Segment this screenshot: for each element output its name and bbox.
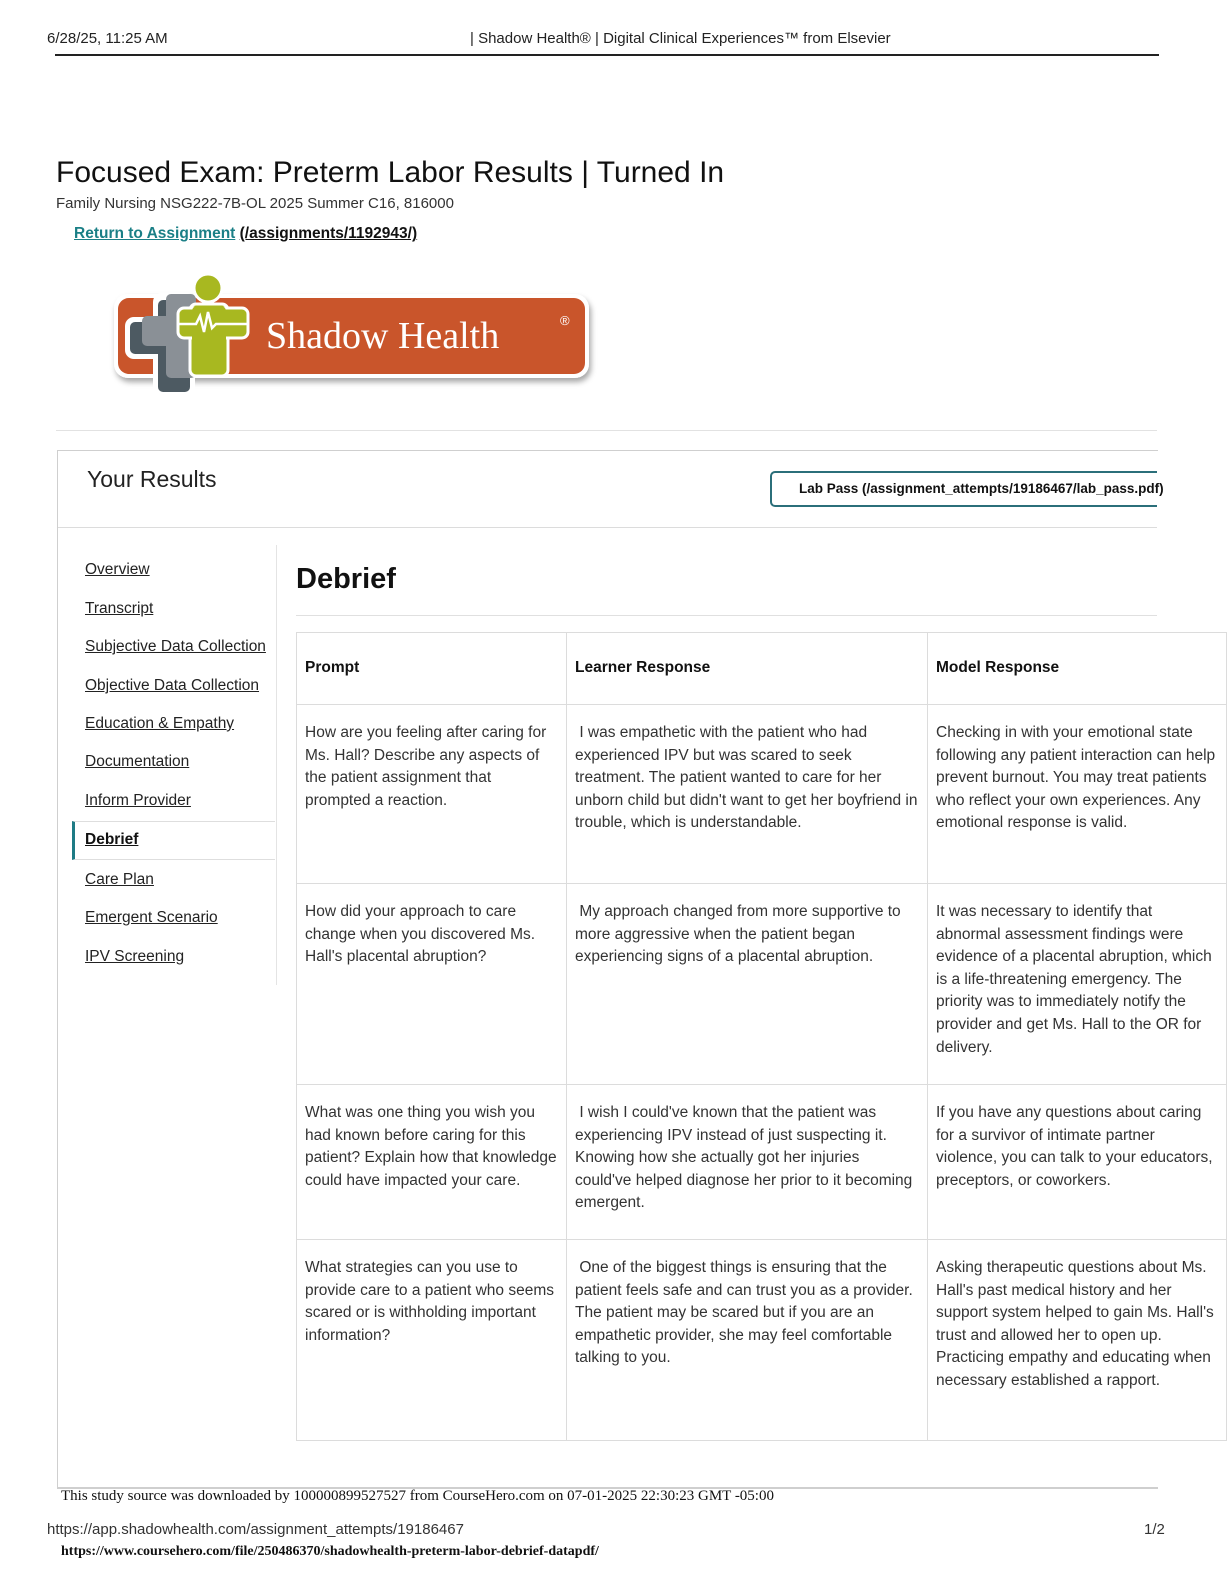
learner-response-cell: I wish I could've known that the patient was experiencing IPV instead of just suspecting it. Knowing how she actually got her injuries could've helped diagnose her prior to it becoming emergent. [567, 1085, 928, 1240]
shadow-health-logo-graphic [108, 270, 593, 400]
sidebar-item-documentation[interactable]: Documentation [85, 753, 190, 770]
column-header-model-response: Model Response [928, 633, 1227, 705]
prompt-cell: How did your approach to care change when you discovered Ms. Hall's placental abruption? [297, 884, 567, 1085]
logo-wordmark: Shadow Health [266, 315, 500, 357]
lab-pass-button[interactable]: Lab Pass (/assignment_attempts/19186467/lab_pass.pdf) [770, 471, 1157, 507]
model-response-cell: Asking therapeutic questions about Ms. Hall's past medical history and her support system helped to gain Ms. Hall's trust and allowed her to open up. Practicing empathy and educating when necessary established a rapport. [928, 1240, 1227, 1441]
course-subtitle: Family Nursing NSG222-7B-OL 2025 Summer C16, 816000 [56, 195, 454, 212]
sidebar-item-education-empathy[interactable]: Education & Empathy [85, 715, 235, 732]
learner-response-cell: One of the biggest things is ensuring that the patient feels safe and can trust you as a provider. The patient may be scared but if you are an empathetic provider, she may feel comfortable talking to you. [567, 1240, 928, 1441]
registered-mark-icon: ® [560, 313, 570, 328]
debrief-table [296, 632, 1227, 1441]
sidebar-item-inform-provider[interactable]: Inform Provider [85, 792, 191, 809]
sidebar-item-objective-data[interactable]: Objective Data Collection [85, 677, 260, 694]
debrief-table-container [296, 632, 1220, 1441]
sidebar-item-overview[interactable]: Overview [85, 561, 150, 578]
return-link-url[interactable]: (/assignments/1192943/) [239, 225, 418, 242]
sidebar-item-subjective-data[interactable]: Subjective Data Collection [85, 638, 266, 655]
model-response-cell: It was necessary to identify that abnormal assessment findings were evidence of a placental abruption, which is a life-threatening emergency. The priority was to immediately notify the provider and get Ms. Hall to the OR for delivery. [928, 884, 1227, 1085]
sidebar-item-transcript[interactable]: Transcript [85, 600, 154, 617]
table-row [297, 705, 1227, 884]
model-response-cell: If you have any questions about caring for a survivor of intimate partner violence, you can talk to your educators, preceptors, or coworkers. [928, 1085, 1227, 1240]
table-header-row [297, 633, 1227, 705]
logo-divider [56, 430, 1157, 431]
debrief-heading: Debrief [296, 563, 396, 595]
logo-figure-head [194, 274, 222, 302]
learner-response-cell: I was empathetic with the patient who had experienced IPV but was scared to seek treatment. The patient wanted to care for her unborn child but didn't want to get her boyfriend in trouble, which is understandable. [567, 705, 928, 884]
column-header-learner-response: Learner Response [567, 633, 928, 705]
sidebar-item-ipv-screening[interactable]: IPV Screening [85, 948, 185, 965]
return-link-text[interactable]: Return to Assignment [74, 225, 236, 242]
header-divider [55, 54, 1159, 56]
page-title: Focused Exam: Preterm Labor Results | Turned In [56, 156, 725, 189]
table-row [297, 1240, 1227, 1441]
sidebar-item-emergent-scenario[interactable]: Emergent Scenario [85, 909, 218, 926]
model-response-cell: Checking in with your emotional state following any patient interaction can help prevent burnout. You may treat patients who reflect your own experiences. Any emotional response is valid. [928, 705, 1227, 884]
column-header-prompt: Prompt [297, 633, 567, 705]
prompt-cell: How are you feeling after caring for Ms. Hall? Describe any aspects of the patient assignment that prompted a reaction. [297, 705, 567, 884]
learner-response-cell: My approach changed from more supportive to more aggressive when the patient began experiencing signs of a placental abruption. [567, 884, 928, 1085]
print-datetime: 6/28/25, 11:25 AM [47, 30, 168, 47]
results-divider [58, 527, 1157, 528]
print-page-number: 1/2 [1144, 1521, 1165, 1538]
table-row [297, 1085, 1227, 1240]
results-title: Your Results [87, 466, 217, 492]
debrief-divider [296, 615, 1157, 616]
return-to-assignment-link[interactable] [74, 225, 417, 243]
table-row [297, 884, 1227, 1085]
source-notice: This study source was downloaded by 100000899527527 from CourseHero.com on 07-01-2025 22:30:23 GMT -05:00 [61, 1488, 774, 1504]
sidebar-item-care-plan[interactable]: Care Plan [85, 871, 154, 888]
print-footer-url: https://app.shadowhealth.com/assignment_attempts/19186467 [47, 1521, 464, 1538]
results-sidebar-nav [72, 545, 277, 985]
sidebar-item-debrief[interactable]: Debrief [85, 831, 139, 848]
prompt-cell: What was one thing you wish you had known before caring for this patient? Explain how that knowledge could have impacted your care. [297, 1085, 567, 1240]
coursehero-url: https://www.coursehero.com/file/250486370/shadowhealth-preterm-labor-debrief-datapdf/ [61, 1544, 599, 1559]
sidebar-active-indicator [72, 821, 275, 860]
print-page-title: | Shadow Health® | Digital Clinical Experiences™ from Elsevier [470, 30, 891, 47]
prompt-cell: What strategies can you use to provide care to a patient who seems scared or is withholding important information? [297, 1240, 567, 1441]
shadow-health-logo [108, 270, 593, 400]
